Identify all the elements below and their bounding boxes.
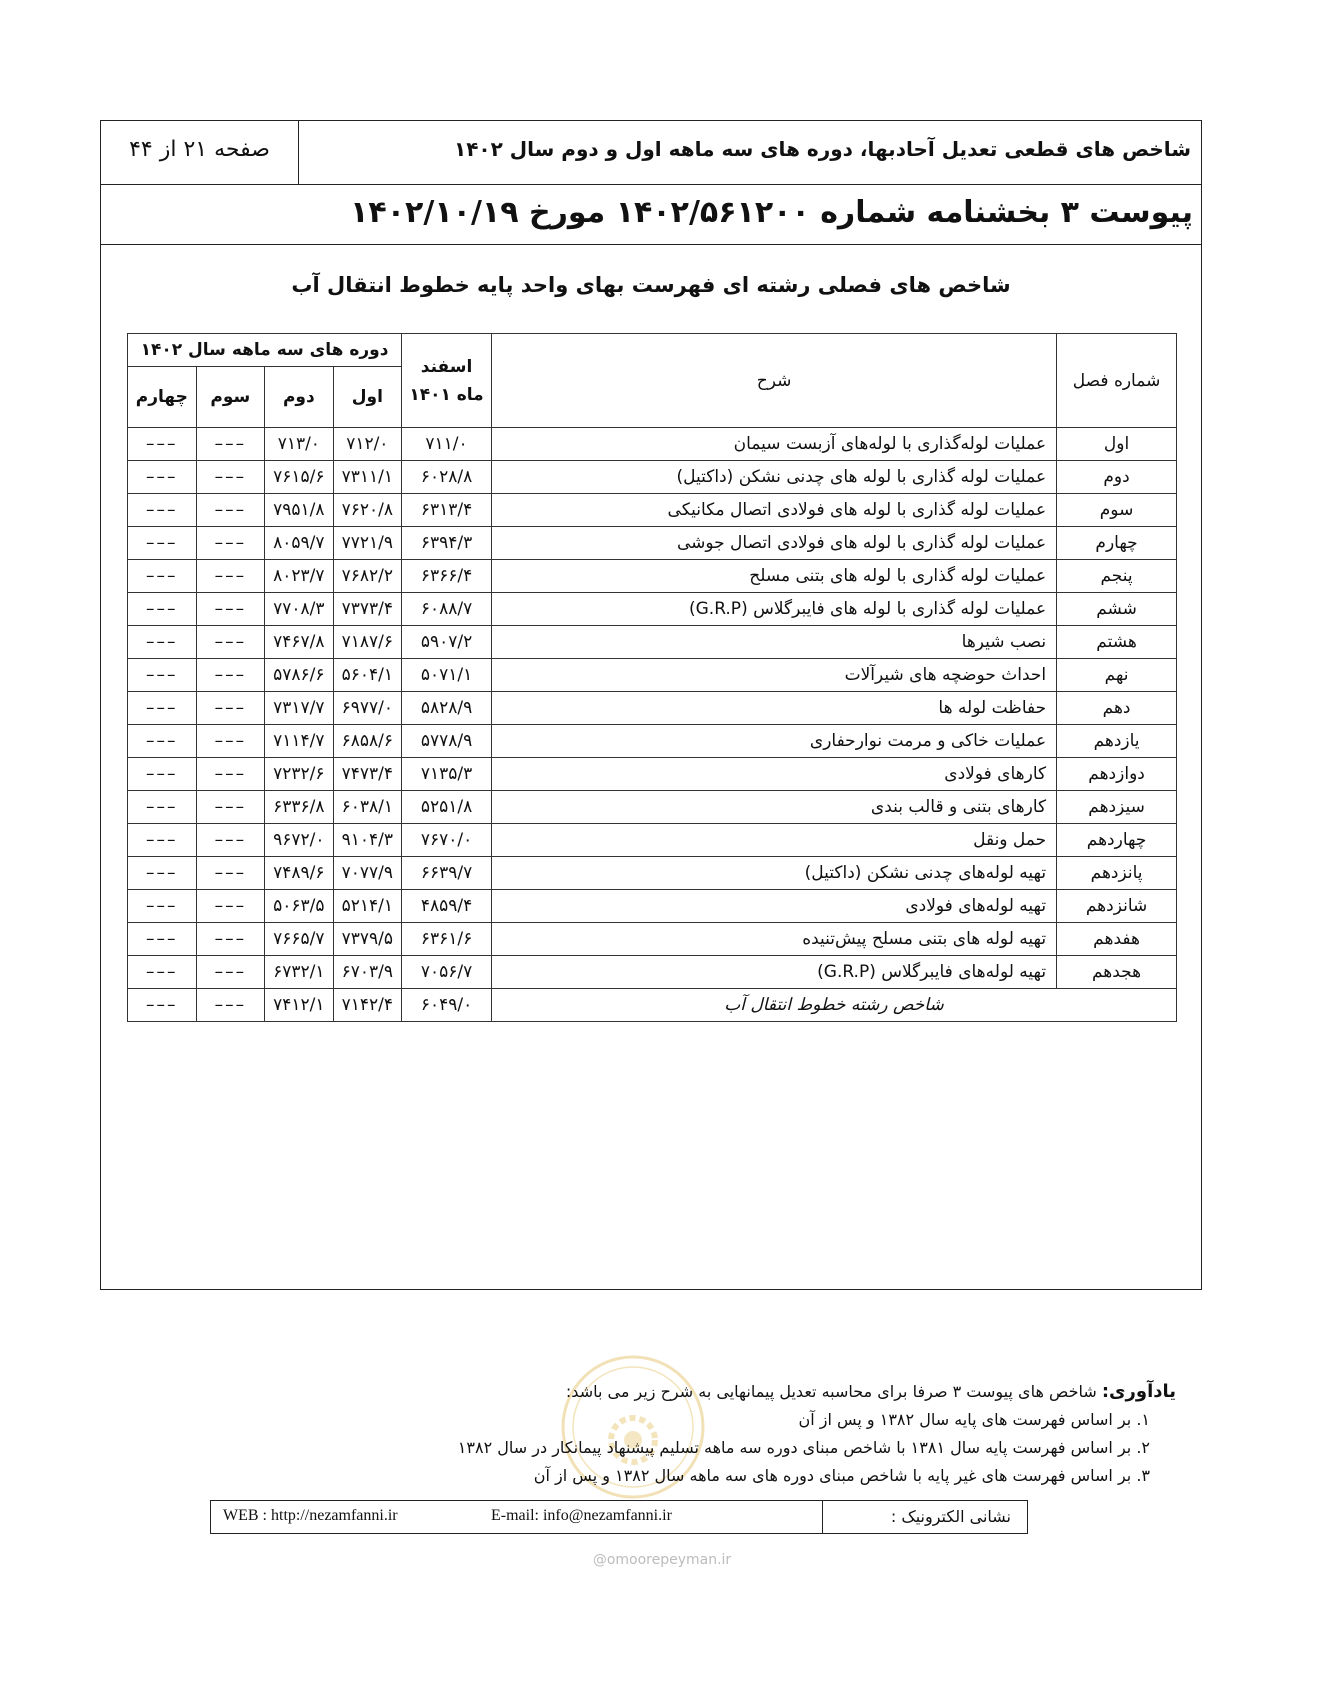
cell-q2: ۷۳۱۷/۷ xyxy=(265,692,334,725)
table-row xyxy=(128,758,1177,791)
cell-season: ششم xyxy=(1057,593,1177,626)
cell-season: پنجم xyxy=(1057,560,1177,593)
table-row xyxy=(128,494,1177,527)
cell-q2: ۶۷۳۲/۱ xyxy=(265,956,334,989)
cell-season: هفدهم xyxy=(1057,923,1177,956)
total-label: شاخص رشته خطوط انتقال آب xyxy=(491,989,1176,1022)
table-row xyxy=(128,923,1177,956)
header-quarters: دوره های سه ماهه سال ۱۴۰۲ xyxy=(128,334,402,367)
table-row xyxy=(128,890,1177,923)
cell-description: عملیات لوله‌گذاری با لوله‌های آزبست سیمان xyxy=(491,428,1056,461)
cell-season: دوم xyxy=(1057,461,1177,494)
cell-season: پانزدهم xyxy=(1057,857,1177,890)
cell-description: عملیات لوله گذاری با لوله های بتنی مسلح xyxy=(491,560,1056,593)
cell-q3: ––– xyxy=(196,692,265,725)
cell-q1: ۷۳۷۹/۵ xyxy=(333,923,402,956)
total-row xyxy=(128,989,1177,1022)
cell-q1: ۷۶۲۰/۸ xyxy=(333,494,402,527)
table-row xyxy=(128,692,1177,725)
cell-q1: ۷۱۲/۰ xyxy=(333,428,402,461)
cell-description: تهیه لوله‌های فایبرگلاس (G.R.P) xyxy=(491,956,1056,989)
cell-q4: ––– xyxy=(128,824,197,857)
cell-q1: ۷۰۷۷/۹ xyxy=(333,857,402,890)
cell-q4: ––– xyxy=(128,857,197,890)
table-row xyxy=(128,428,1177,461)
cell-esfand: ۶۳۶۶/۴ xyxy=(402,560,492,593)
cell-esfand: ۶۳۶۱/۶ xyxy=(402,923,492,956)
cell-esfand: ۷۰۵۶/۷ xyxy=(402,956,492,989)
cell-q4: ––– xyxy=(128,428,197,461)
cell-season: دهم xyxy=(1057,692,1177,725)
total-q1: ۷۱۴۲/۴ xyxy=(333,989,402,1022)
cell-esfand: ۷۱۱/۰ xyxy=(402,428,492,461)
cell-q3: ––– xyxy=(196,626,265,659)
cell-q1: ۷۳۱۱/۱ xyxy=(333,461,402,494)
cell-q4: ––– xyxy=(128,461,197,494)
cell-description: عملیات خاکی و مرمت نوارحفاری xyxy=(491,725,1056,758)
table-row xyxy=(128,791,1177,824)
table-row xyxy=(128,527,1177,560)
header-description: شرح xyxy=(491,334,1056,428)
cell-q2: ۷۲۳۲/۶ xyxy=(265,758,334,791)
table-row xyxy=(128,626,1177,659)
cell-season: نهم xyxy=(1057,659,1177,692)
cell-q3: ––– xyxy=(196,461,265,494)
cell-season: شانزدهم xyxy=(1057,890,1177,923)
cell-q4: ––– xyxy=(128,494,197,527)
cell-season: چهاردهم xyxy=(1057,824,1177,857)
cell-description: کارهای بتنی و قالب بندی xyxy=(491,791,1056,824)
cell-q1: ۷۳۷۳/۴ xyxy=(333,593,402,626)
cell-q3: ––– xyxy=(196,593,265,626)
cell-esfand: ۶۰۸۸/۷ xyxy=(402,593,492,626)
cell-esfand: ۵۸۲۸/۹ xyxy=(402,692,492,725)
document-title: شاخص های قطعی تعدیل آحادبها، دوره های سه ماهه اول و دوم سال ۱۴۰۲ xyxy=(454,137,1191,161)
table-row xyxy=(128,560,1177,593)
cell-q4: ––– xyxy=(128,758,197,791)
note-item: ۳. بر اساس فهرست های غیر پایه با شاخص مبنای دوره های سه ماهه سال ۱۳۸۲ و پس از آن xyxy=(533,1466,1150,1485)
table-row xyxy=(128,593,1177,626)
cell-q2: ۷۶۱۵/۶ xyxy=(265,461,334,494)
cell-description: تهیه لوله‌های چدنی نشکن (داکتیل) xyxy=(491,857,1056,890)
cell-esfand: ۵۹۰۷/۲ xyxy=(402,626,492,659)
cell-esfand: ۵۷۷۸/۹ xyxy=(402,725,492,758)
table-row xyxy=(128,956,1177,989)
cell-description: تهیه لوله های بتنی مسلح پیش‌تنیده xyxy=(491,923,1056,956)
contact-label: نشانی الکترونیک : xyxy=(890,1507,1011,1526)
section-title: شاخص های فصلی رشته ای فهرست بهای واحد پایه خطوط انتقال آب xyxy=(291,273,1011,297)
cell-q4: ––– xyxy=(128,725,197,758)
table-row xyxy=(128,725,1177,758)
cell-q2: ۵۷۸۶/۶ xyxy=(265,659,334,692)
watermark-site: @omoorepeyman.ir xyxy=(592,1552,732,1568)
cell-season: هجدهم xyxy=(1057,956,1177,989)
header-q1: اول xyxy=(333,367,402,428)
cell-description: عملیات لوله گذاری با لوله های فایبرگلاس (G.R.P) xyxy=(491,593,1056,626)
total-esfand: ۶۰۴۹/۰ xyxy=(402,989,492,1022)
cell-q3: ––– xyxy=(196,659,265,692)
cell-q2: ۶۳۳۶/۸ xyxy=(265,791,334,824)
cell-description: احداث حوضچه های شیرآلات xyxy=(491,659,1056,692)
cell-q3: ––– xyxy=(196,923,265,956)
notes-lead: یادآوری: xyxy=(1101,1381,1176,1402)
cell-season: چهارم xyxy=(1057,527,1177,560)
appendix-row xyxy=(101,185,1201,245)
table-row xyxy=(128,824,1177,857)
notes-intro: شاخص های پیوست ۳ صرفا برای محاسبه تعدیل پیمانهایی به شرح زیر می باشد: xyxy=(565,1382,1097,1401)
cell-q1: ۹۱۰۴/۳ xyxy=(333,824,402,857)
cell-q3: ––– xyxy=(196,791,265,824)
cell-q1: ۵۶۰۴/۱ xyxy=(333,659,402,692)
cell-esfand: ۶۶۳۹/۷ xyxy=(402,857,492,890)
cell-esfand: ۶۳۹۴/۳ xyxy=(402,527,492,560)
cell-q2: ۷۱۳/۰ xyxy=(265,428,334,461)
cell-q1: ۶۰۳۸/۱ xyxy=(333,791,402,824)
cell-season: هشتم xyxy=(1057,626,1177,659)
cell-description: حمل ونقل xyxy=(491,824,1056,857)
cell-q4: ––– xyxy=(128,560,197,593)
cell-description: عملیات لوله گذاری با لوله های چدنی نشکن (داکتیل) xyxy=(491,461,1056,494)
cell-q4: ––– xyxy=(128,593,197,626)
header-season-no: شماره فصل xyxy=(1057,334,1177,428)
cell-q2: ۷۷۰۸/۳ xyxy=(265,593,334,626)
contact-web[interactable]: WEB : http://nezamfanni.ir xyxy=(223,1507,398,1524)
cell-q4: ––– xyxy=(128,527,197,560)
cell-description: حفاظت لوله ها xyxy=(491,692,1056,725)
cell-q4: ––– xyxy=(128,692,197,725)
table-body xyxy=(128,428,1177,1022)
header-q3: سوم xyxy=(196,367,265,428)
contact-box xyxy=(210,1500,1028,1534)
cell-q1: ۶۹۷۷/۰ xyxy=(333,692,402,725)
cell-season: سوم xyxy=(1057,494,1177,527)
note-item: ۲. بر اساس فهرست پایه سال ۱۳۸۱ با شاخص مبنای دوره سه ماهه تسلیم پیشنهاد پیمانکار در سال ۱۳۸۲ xyxy=(457,1438,1150,1457)
cell-q2: ۷۴۸۹/۶ xyxy=(265,857,334,890)
header-esfand: اسفند ماه ۱۴۰۱ xyxy=(402,334,492,428)
cell-q3: ––– xyxy=(196,857,265,890)
cell-q1: ۷۶۸۲/۲ xyxy=(333,560,402,593)
cell-esfand: ۷۶۷۰/۰ xyxy=(402,824,492,857)
cell-q4: ––– xyxy=(128,890,197,923)
cell-q1: ۷۷۲۱/۹ xyxy=(333,527,402,560)
index-table xyxy=(127,333,1177,1022)
cell-esfand: ۵۰۷۱/۱ xyxy=(402,659,492,692)
cell-q1: ۷۴۷۳/۴ xyxy=(333,758,402,791)
cell-season: اول xyxy=(1057,428,1177,461)
cell-q1: ۷۱۸۷/۶ xyxy=(333,626,402,659)
cell-q2: ۵۰۶۳/۵ xyxy=(265,890,334,923)
cell-q3: ––– xyxy=(196,494,265,527)
cell-description: تهیه لوله‌های فولادی xyxy=(491,890,1056,923)
total-q4: ––– xyxy=(128,989,197,1022)
page-number: صفحه ۲۱ از ۴۴ xyxy=(129,137,270,162)
cell-esfand: ۷۱۳۵/۳ xyxy=(402,758,492,791)
cell-q4: ––– xyxy=(128,791,197,824)
total-q2: ۷۴۱۲/۱ xyxy=(265,989,334,1022)
cell-esfand: ۶۰۲۸/۸ xyxy=(402,461,492,494)
cell-q2: ۷۴۶۷/۸ xyxy=(265,626,334,659)
contact-email[interactable]: E-mail: info@nezamfanni.ir xyxy=(491,1507,672,1524)
cell-q1: ۵۲۱۴/۱ xyxy=(333,890,402,923)
cell-description: کارهای فولادی xyxy=(491,758,1056,791)
cell-q4: ––– xyxy=(128,923,197,956)
cell-q3: ––– xyxy=(196,725,265,758)
cell-description: عملیات لوله گذاری با لوله های فولادی اتصال مکانیکی xyxy=(491,494,1056,527)
header-row xyxy=(101,121,1201,185)
cell-q2: ۷۶۶۵/۷ xyxy=(265,923,334,956)
cell-q2: ۸۰۵۹/۷ xyxy=(265,527,334,560)
cell-q3: ––– xyxy=(196,824,265,857)
cell-season: یازدهم xyxy=(1057,725,1177,758)
contact-label-cell xyxy=(822,1501,1027,1533)
cell-q3: ––– xyxy=(196,758,265,791)
cell-description: عملیات لوله گذاری با لوله های فولادی اتصال جوشی xyxy=(491,527,1056,560)
cell-q2: ۹۶۷۲/۰ xyxy=(265,824,334,857)
cell-description: نصب شیرها xyxy=(491,626,1056,659)
page-frame xyxy=(100,120,1202,1290)
cell-q4: ––– xyxy=(128,626,197,659)
header-q4: چهارم xyxy=(128,367,197,428)
cell-q2: ۷۱۱۴/۷ xyxy=(265,725,334,758)
cell-esfand: ۶۳۱۳/۴ xyxy=(402,494,492,527)
cell-q3: ––– xyxy=(196,560,265,593)
cell-q3: ––– xyxy=(196,890,265,923)
header-q2: دوم xyxy=(265,367,334,428)
cell-esfand: ۵۲۵۱/۸ xyxy=(402,791,492,824)
cell-q3: ––– xyxy=(196,956,265,989)
cell-season: سیزدهم xyxy=(1057,791,1177,824)
table-row xyxy=(128,857,1177,890)
notes-block xyxy=(416,1378,1176,1490)
cell-q2: ۷۹۵۱/۸ xyxy=(265,494,334,527)
cell-q4: ––– xyxy=(128,659,197,692)
cell-q3: ––– xyxy=(196,527,265,560)
cell-q1: ۶۷۰۳/۹ xyxy=(333,956,402,989)
cell-q2: ۸۰۲۳/۷ xyxy=(265,560,334,593)
table-row xyxy=(128,461,1177,494)
cell-season: دوازدهم xyxy=(1057,758,1177,791)
cell-q1: ۶۸۵۸/۶ xyxy=(333,725,402,758)
appendix-title: پیوست ۳ بخشنامه شماره ۱۴۰۲/۵۶۱۲۰۰ مورخ ۱۴۰۲/۱۰/۱۹ xyxy=(350,195,1193,230)
table-row xyxy=(128,659,1177,692)
total-q3: ––– xyxy=(196,989,265,1022)
cell-q3: ––– xyxy=(196,428,265,461)
cell-esfand: ۴۸۵۹/۴ xyxy=(402,890,492,923)
page-number-cell xyxy=(101,121,299,184)
note-item: ۱. بر اساس فهرست های پایه سال ۱۳۸۲ و پس از آن xyxy=(798,1410,1150,1429)
cell-q4: ––– xyxy=(128,956,197,989)
